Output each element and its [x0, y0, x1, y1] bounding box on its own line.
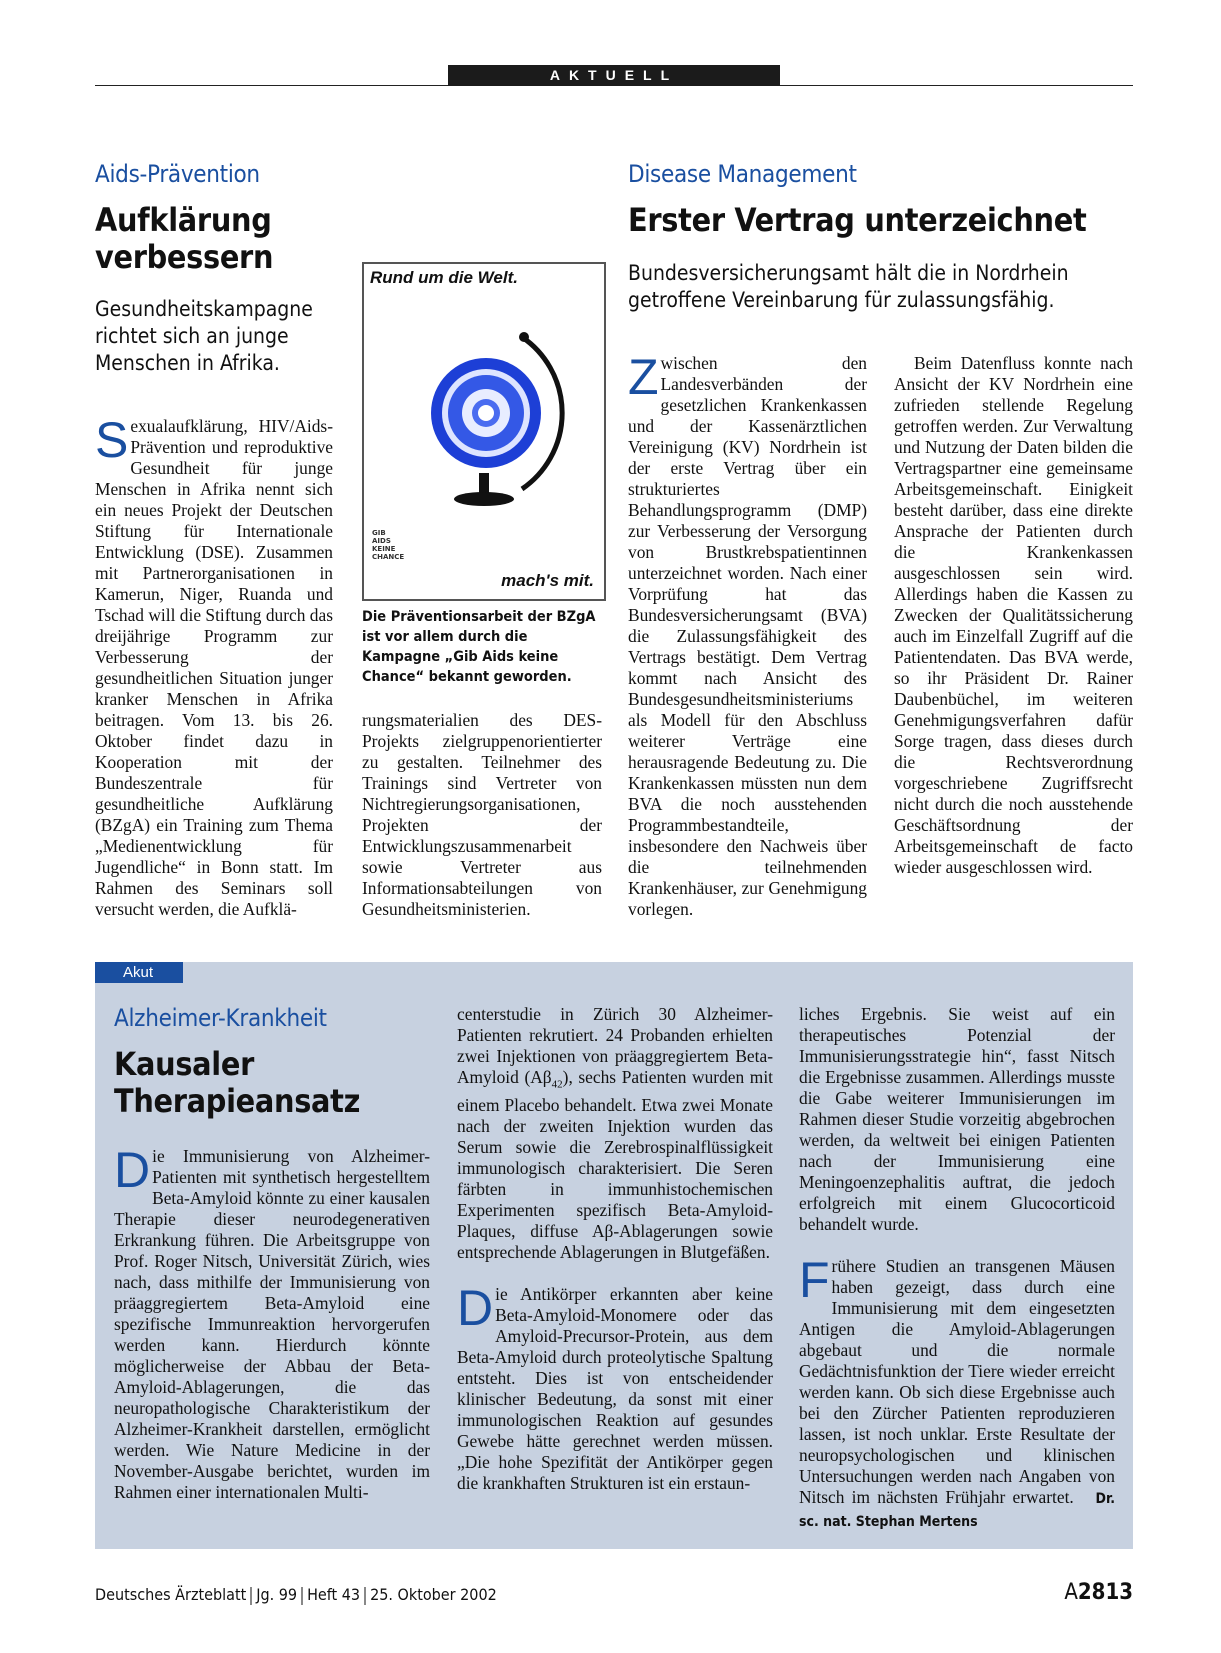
dm-kicker: Disease Management: [628, 160, 857, 188]
globe-icon: [404, 329, 574, 514]
aids-deck-line2: richtet sich an junge: [95, 324, 289, 348]
akut-col1-text: ie Immunisierung von Alzheimer-Patienten mit synthetisch hergestelltem Beta-Amyloid könnte zu einer kausalen Therapie dieser neurodegenerativen Erkrankung führen. Die Arbeitsgruppe von Prof. Roger Nitsch, Universität Zürich, wies nach, dass mithilfe der Immunisierung von präaggregiertem Beta-Amyloid eine spezifische Immunreaktion hervorgerufen werden kann. Hierdurch könnte möglicherweise der Abbau der Beta-Amyloid-Ablagerungen, die das neuropathologische Charakteristikum der Alzheimer-Krankheit darstellen, ermöglicht werden. Wie Nature Medicine in der November-Ausgabe berichtet, wurden im Rahmen einer internationalen Multi-: [114, 1146, 430, 1502]
aids-col1-text: exualaufklärung, HIV/Aids-Prävention und reproduktive Gesundheit für junge Menschen in Afrika nennt sich ein neues Projekt der Deutschen Stiftung für Internationale Entwicklung (DSE). Zusammen mit Partnerorganisationen in Kamerun, Niger, Ruanda und Tschad will die Stiftung durch das dreijährige Programm zur Verbesserung der gesundheitlichen Situation junger kranker Menschen in Afrika beitragen. Vom 13. bis 26. Oktober findet dazu in Kooperation mit der Bundeszentrale für gesundheitliche Aufklärung (BZgA) ein Training zum Thema „Medienentwicklung für Jugendliche“ in Bonn statt. Im Rahmen des Seminars soll versucht werden, die Aufklä-: [95, 416, 333, 919]
footer-separator: [301, 1587, 303, 1605]
drop-cap: D: [114, 1142, 151, 1198]
akut-col2-paragraph-1: [457, 1004, 773, 1263]
footer-volume: Jg. 99: [256, 1585, 298, 1604]
campaign-poster: [362, 262, 606, 601]
dm-deck-line2: getroffene Vereinbarung für zulassungsfähig.: [628, 288, 1055, 312]
aids-column-2: rungsmaterialien des DES-Projekts zielgruppenorientierter zu gestalten. Teilnehmer des Trainings sind Vertreter von Nichtregierungsorganisationen, Projekten der Entwicklungszusammenarbeit sowie Vertreter aus Informationsabteilungen von Gesundheitsministerien.: [362, 710, 602, 919]
page-number: [1064, 1580, 1133, 1605]
dm-column-2: Beim Datenfluss konnte nach Ansicht der KV Nordrhein eine zufrieden stellende Regelung getroffen werden. Zur Verwaltung und Nutzung der Daten bilden die Vertragspartner eine gemeinsame Arbeitsgemeinschaft. Einigkeit besteht darüber, dass eine direkte Ansprache der Patienten durch die Krankenkassen ausgeschlossen sein wird. Allerdings haben die Kassen zu Zwecken der Qualitätssicherung auch im Einzelfall Zugriff auf die Patientendaten. Das BVA werde, so ihr Präsident Dr. Rainer Daubenbüchel, im weiteren Genehmigungsverfahren dafür Sorge tragen, dass dieses durch die Rechtsverordnung vorgeschriebene Zugriffsrecht nicht durch die noch ausstehende Geschäftsordnung der Arbeitsgemeinschaft de facto wieder ausgeschlossen wird.: [894, 353, 1133, 877]
akut-col2a-post: ), sechs Patienten wurden mit einem Placebo behandelt. Etwa zwei Monate nach der zweiten Injektion wurden das Serum sowie die Zerebrospinalflüssigkeit immunologisch charakterisiert. Die Seren färbten in immunhistochemischen Experimenten spezifisch Beta-Amyloid-Plaques, diffuse Aβ-Ablagerungen sowie entsprechende Ablagerungen in Blutgefäßen.: [457, 1067, 773, 1263]
poster-bottom-text: mach's mit.: [501, 571, 594, 590]
akut-column-3: [799, 1004, 1115, 1533]
drop-cap: F: [799, 1252, 830, 1308]
akut-col2a-pre: centerstudie in Zürich 30 Alzheimer-Patienten rekrutiert. 24 Probanden erhielten zwei Injektionen von präaggregiertem Beta-Amyloid (Aβ: [457, 1004, 773, 1087]
footer-separator: [364, 1587, 366, 1605]
dm-headline: Erster Vertrag unterzeichnet: [628, 201, 1087, 239]
akut-kicker: Alzheimer-Krankheit: [114, 1004, 327, 1032]
footer-citation: [95, 1585, 497, 1605]
akut-headline-line2: Therapieansatz: [114, 1082, 361, 1120]
akut-col3b-text: rühere Studien an transgenen Mäusen haben gezeigt, dass durch eine Immunisierung mit dem eingesetzten Antigen die Amyloid-Ablagerungen abgebaut und die normale Gedächtnisfunktion der Tiere wieder erreicht werden kann. Ob sich diese Ergebnisse auch bei den Zürcher Patienten reproduzieren lassen, ist noch unklar. Erste Resultate der neuropsychologischen und klinischen Untersuchungen werden nach Angaben von Nitsch im nächsten Frühjahr erwartet.: [799, 1256, 1115, 1507]
aids-deck-line3: Menschen in Afrika.: [95, 351, 280, 375]
page-number-value: 2813: [1077, 1580, 1133, 1605]
drop-cap: S: [95, 412, 129, 468]
poster-top-text: Rund um die Welt.: [370, 268, 518, 287]
aids-kicker: Aids-Prävention: [95, 160, 260, 188]
poster-caption: Die Präventionsarbeit der BZgA ist vor allem durch die Kampagne „Gib Aids keine Chance“ bekannt geworden.: [362, 609, 596, 685]
dm-deck: [628, 260, 1069, 314]
akut-headline-line1: Kausaler: [114, 1045, 254, 1083]
page-prefix: A: [1064, 1580, 1078, 1605]
akut-headline: [114, 1046, 360, 1120]
author-credit: Dr. sc. nat. Stephan Mertens: [799, 1491, 1116, 1530]
akut-col3-paragraph-1: liches Ergebnis. Sie weist auf ein therapeutisches Potenzial der Immunisierungsstrategie hin“, fasst Nitsch die Ergebnisse zusammen. Allerdings musste die Gabe weiterer Immunisierungen im Rahmen dieser Studie vorzeitig abgebrochen werden, da weltweit bei einigen Patienten nach der Immunisierung eine Meningoenzephalitis auftrat, die jedoch erfolgreich mit einem Glucocorticoid behandelt wurde.: [799, 1004, 1115, 1234]
aids-headline-line2: verbessern: [95, 238, 274, 276]
akut-column-1: [114, 1142, 430, 1503]
aids-headline-line1: Aufklärung: [95, 201, 272, 239]
dm-col1-text: wischen den Landesverbänden der gesetzlichen Krankenkassen und der Kassenärztlichen Vereinigung (KV) Nordrhein ist der erste Vertrag über ein strukturiertes Behandlungsprogramm (DMP) zur Verbesserung der Versorgung von Brustkrebspatientinnen unterzeichnet worden. Nach einer Vorprüfung hat das Bundesversicherungsamt (BVA) die Zulassungsfähigkeit des Vertrags bestätigt. Dem Vertrag kommt nach Ansicht des Bundesgesundheitsministeriums als Modell für den Abschluss weiterer Verträge eine herausragende Bedeutung zu. Die Krankenkassen müssten nun dem BVA die noch ausstehenden Programmbestandteile, insbesondere den Nachweis über die teilnehmenden Krankenhäuser, zur Genehmigung vorlegen.: [628, 353, 867, 919]
campaign-logo: GIB AIDS KEINE CHANCE: [372, 529, 405, 561]
akut-col3-paragraph-2: [799, 1252, 1116, 1533]
akut-tab: Akut: [95, 962, 183, 983]
aids-deck-line1: Gesundheitskampagne: [95, 297, 313, 321]
dm-deck-line1: Bundesversicherungsamt hält die in Nordrhein: [628, 261, 1069, 285]
footer-date: 25. Oktober 2002: [370, 1585, 497, 1604]
footer-issue: Heft 43: [307, 1585, 361, 1604]
drop-cap: Z: [628, 349, 659, 405]
akut-column-2: [457, 1004, 773, 1494]
akut-col2a-sub: 42: [551, 1078, 563, 1091]
footer-separator: [250, 1587, 252, 1605]
akut-col2-paragraph-2: [457, 1280, 773, 1494]
dm-column-1: [628, 349, 867, 920]
aids-headline: [95, 202, 273, 276]
aids-column-1: [95, 412, 333, 920]
drop-cap: D: [457, 1280, 494, 1337]
akut-col2b-text: ie Antikörper erkannten aber keine Beta-Amyloid-Monomere oder das Amyloid-Precursor-Protein, aus dem Beta-Amyloid durch proteolytische Spaltung entsteht. Dies ist von entscheidender klinischer Bedeutung, da sonst mit einer immunologischen Reaktion auf gesundes Gewebe hätte gerechnet werden müssen. „Die hohe Spezifität der Antikörper gegen die krankhaften Strukturen ist ein erstaun-: [457, 1284, 773, 1494]
aids-deck: [95, 296, 313, 377]
footer-journal: Deutsches Ärzteblatt: [95, 1585, 247, 1604]
section-tab: AKTUELL: [448, 65, 780, 86]
